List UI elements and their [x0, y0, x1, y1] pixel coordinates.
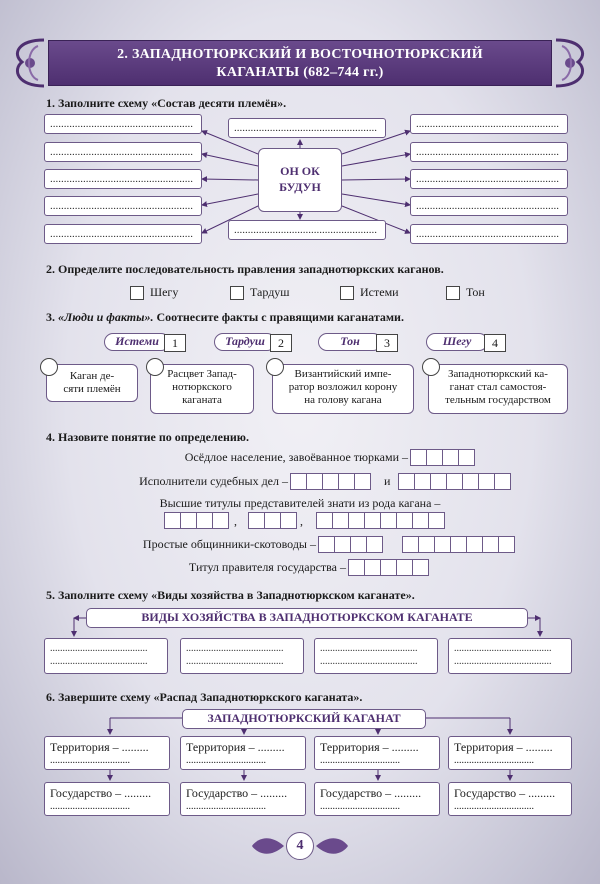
- economy-field-3-line-1: .......................................: [320, 643, 418, 654]
- state-field-1[interactable]: [44, 782, 170, 816]
- tag-shegu: Шегу: [426, 333, 488, 351]
- definition-4: Простые общинники-скотоводы –: [142, 537, 316, 551]
- answer-circle-3[interactable]: [266, 358, 284, 376]
- state-field-4[interactable]: [448, 782, 572, 816]
- fact-card-4: [428, 364, 568, 414]
- answer-circle-2[interactable]: [146, 358, 164, 376]
- fact-2-line-2: нотюркского: [172, 381, 232, 393]
- territory-dots-1: ................................: [50, 755, 130, 766]
- state-label-2: Государство – .........: [186, 786, 288, 800]
- state-field-3[interactable]: [314, 782, 440, 816]
- tag-number-2: 2: [270, 334, 292, 352]
- fact-3-line-3: на голову кагана: [304, 394, 382, 406]
- economy-field-4-line-1: .......................................: [454, 643, 552, 654]
- tribe-field-left-3[interactable]: ....................................................: [44, 169, 202, 189]
- state-field-2[interactable]: [180, 782, 306, 816]
- fact-2-line-1: Расцвет Запад-: [167, 368, 237, 380]
- state-label-1: Государство – .........: [50, 786, 152, 800]
- economy-field-1[interactable]: [44, 638, 168, 674]
- territory-field-3[interactable]: [314, 736, 440, 770]
- answer-cells-3b[interactable]: [248, 512, 296, 529]
- checkbox-shegu[interactable]: [130, 286, 144, 300]
- state-dots-1: ................................: [50, 801, 130, 812]
- answer-cells-3a[interactable]: [164, 512, 228, 529]
- comma-1: ,: [234, 514, 237, 528]
- fact-2-line-3: каганата: [182, 394, 222, 406]
- fact-3-line-2: ратор возложил корону: [288, 381, 398, 393]
- economy-field-3[interactable]: [314, 638, 438, 674]
- territory-label-1: Территория – .........: [50, 740, 149, 754]
- territory-field-4[interactable]: [448, 736, 572, 770]
- territory-field-1[interactable]: [44, 736, 170, 770]
- state-dots-2: ................................: [186, 801, 266, 812]
- answer-circle-1[interactable]: [40, 358, 58, 376]
- tag-number-1: 1: [164, 334, 186, 352]
- economy-field-2-line-2: .......................................: [186, 656, 284, 667]
- tag-tardush: Тардуш: [214, 333, 276, 351]
- economy-header: ВИДЫ ХОЗЯЙСТВА В ЗАПАДНОТЮРКСКОМ КАГАНАТЕ: [86, 608, 528, 628]
- fact-card-2: [150, 364, 254, 414]
- tribe-field-right-2[interactable]: ....................................................: [410, 142, 568, 162]
- fact-card-1: [46, 364, 138, 402]
- q3-italic: «Люди и факты».: [58, 310, 154, 324]
- economy-field-2-line-1: .......................................: [186, 643, 284, 654]
- title-line-1: 2. ЗАПАДНОТЮРКСКИЙ И ВОСТОЧНОТЮРКСКИЙ: [117, 47, 483, 62]
- center-label-2: БУДУН: [279, 180, 321, 194]
- answer-cells-4b[interactable]: [402, 536, 514, 553]
- tribe-field-left-5[interactable]: ....................................................: [44, 224, 202, 244]
- tribe-field-left-1[interactable]: ....................................................: [44, 114, 202, 134]
- state-dots-3: ................................: [320, 801, 400, 812]
- answer-cells-2a[interactable]: [290, 473, 370, 490]
- q3-rest: Соотнесите факты с правящими каганатами.: [156, 310, 404, 324]
- economy-field-4[interactable]: [448, 638, 572, 674]
- question-3: [46, 310, 404, 325]
- q3-number: 3.: [46, 310, 55, 324]
- checkbox-istemi[interactable]: [340, 286, 354, 300]
- territory-field-2[interactable]: [180, 736, 306, 770]
- economy-arrows: [0, 600, 600, 640]
- definition-1: Осёдлое население, завоёванное тюрками –: [184, 450, 408, 464]
- center-node-on-ok-budun: [258, 148, 342, 212]
- definition-3: Высшие титулы представителей знати из рода кагана –: [159, 496, 441, 510]
- economy-field-2[interactable]: [180, 638, 304, 674]
- territory-label-3: Территория – .........: [320, 740, 419, 754]
- state-dots-4: ................................: [454, 801, 534, 812]
- checkbox-ton[interactable]: [446, 286, 460, 300]
- territory-dots-3: ................................: [320, 755, 400, 766]
- definition-2: Исполнители судебных дел –: [139, 474, 288, 488]
- tag-ton: Тон: [318, 333, 382, 351]
- center-label-1: ОН ОК: [280, 164, 320, 178]
- title-line-2: КАГАНАТЫ (682–744 гг.): [216, 65, 384, 80]
- fact-4-line-3: тельным государством: [445, 394, 551, 406]
- fact-1-line-2: сяти племён: [63, 383, 121, 395]
- question-4: 4. Назовите понятие по определению.: [46, 430, 249, 444]
- fact-card-3: [272, 364, 414, 414]
- comma-2: ,: [300, 514, 303, 528]
- fact-4-line-1: Западнотюркский ка-: [448, 368, 548, 380]
- answer-cells-5[interactable]: [348, 559, 428, 576]
- territory-dots-2: ................................: [186, 755, 266, 766]
- tribe-field-right-5[interactable]: ....................................................: [410, 224, 568, 244]
- answer-circle-4[interactable]: [422, 358, 440, 376]
- economy-field-1-line-2: .......................................: [50, 656, 148, 667]
- state-label-3: Государство – .........: [320, 786, 422, 800]
- tag-number-3: 3: [376, 334, 398, 352]
- question-1: 1. Заполните схему «Состав десяти племён».: [46, 96, 287, 110]
- state-label-4: Государство – .........: [454, 786, 556, 800]
- definition-5: Титул правителя государства –: [188, 560, 346, 574]
- territory-dots-4: ................................: [454, 755, 534, 766]
- checkbox-tardush[interactable]: [230, 286, 244, 300]
- page-number: 4: [286, 832, 314, 860]
- answer-cells-2b[interactable]: [398, 473, 510, 490]
- territory-label-2: Территория – .........: [186, 740, 285, 754]
- answer-cells-4a[interactable]: [318, 536, 382, 553]
- tribe-field-left-4[interactable]: ....................................................: [44, 196, 202, 216]
- tribe-field-right-1[interactable]: ....................................................: [410, 114, 568, 134]
- fact-1-line-1: Каган де-: [69, 370, 115, 382]
- question-2: 2. Определите последовательность правления западнотюркских каганов.: [46, 262, 444, 276]
- fact-4-line-2: ганат стал самостоя-: [449, 381, 547, 393]
- label-istemi: Истеми: [360, 285, 399, 299]
- label-shegu: Шегу: [150, 285, 179, 299]
- kaganate-header: ЗАПАДНОТЮРКСКИЙ КАГАНАТ: [182, 709, 426, 729]
- territory-label-4: Территория – .........: [454, 740, 553, 754]
- answer-cells-1[interactable]: [410, 449, 474, 466]
- label-ton: Тон: [466, 285, 485, 299]
- question-6: 6. Завершите схему «Распад Западнотюркского каганата».: [46, 690, 363, 704]
- label-tardush: Тардуш: [250, 285, 290, 299]
- economy-field-4-line-2: .......................................: [454, 656, 552, 667]
- tribe-field-bottom[interactable]: ....................................................: [228, 220, 386, 240]
- tribe-field-right-4[interactable]: ....................................................: [410, 196, 568, 216]
- and-text: и: [384, 474, 391, 488]
- tribe-field-left-2[interactable]: ....................................................: [44, 142, 202, 162]
- economy-field-3-line-2: .......................................: [320, 656, 418, 667]
- tag-istemi: Истеми: [104, 333, 170, 351]
- question-5: 5. Заполните схему «Виды хозяйства в Западнотюркском каганате».: [46, 588, 415, 602]
- fact-3-line-1: Византийский импе-: [294, 368, 392, 380]
- tribe-field-top[interactable]: ....................................................: [228, 118, 386, 138]
- economy-field-1-line-1: .......................................: [50, 643, 148, 654]
- tribe-field-right-3[interactable]: ....................................................: [410, 169, 568, 189]
- answer-cells-3c[interactable]: [316, 512, 444, 529]
- tag-number-4: 4: [484, 334, 506, 352]
